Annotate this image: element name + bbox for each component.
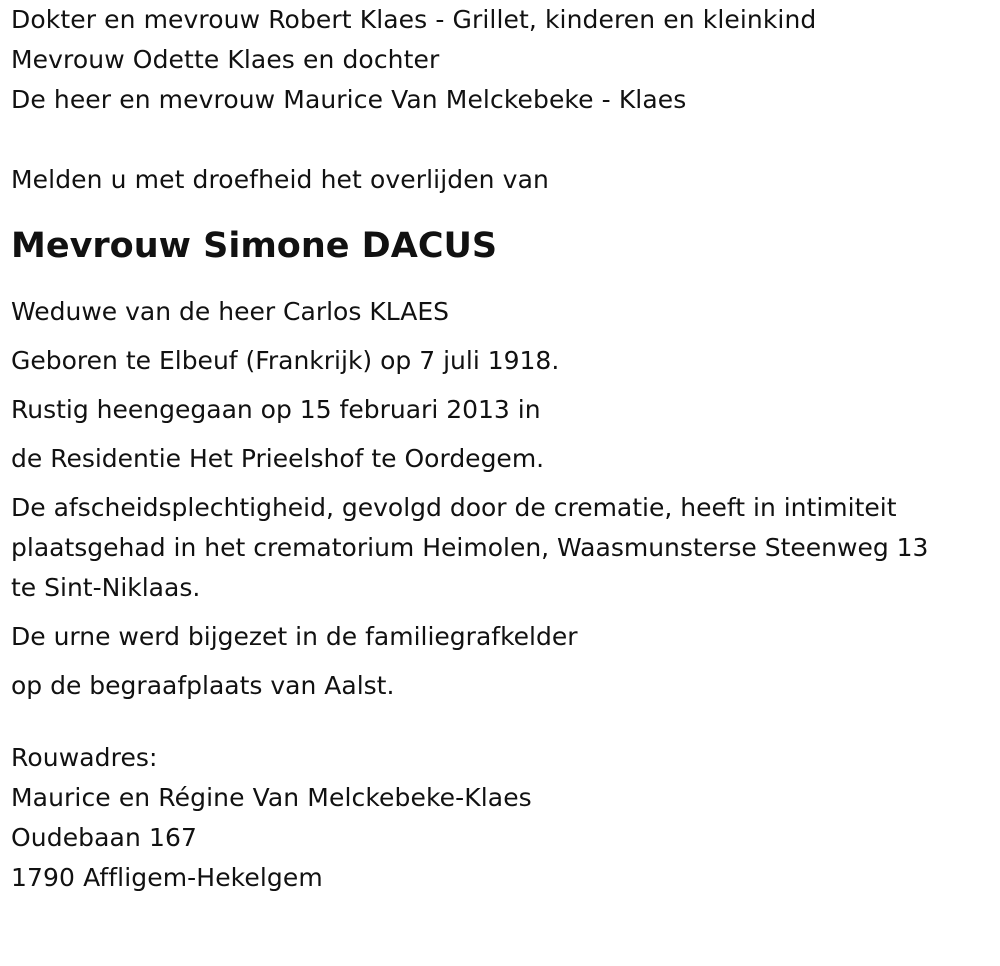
announcer-line: Dokter en mevrouw Robert Klaes - Grillet, kinderen en kleinkind — [11, 5, 817, 34]
spacer — [11, 120, 996, 160]
announcers-block — [11, 0, 996, 120]
passed-line-2: de Residentie Het Prieelshof te Oordegem. — [11, 444, 545, 473]
deceased-name: Mevrouw Simone DACUS — [11, 226, 498, 266]
ceremony-paragraph: De afscheidsplechtigheid, gevolgd door de crematie, heeft in intimiteit plaatsgehad in het crematorium Heimolen, Waasmunsterse Steenweg 13 te Sint-Niklaas. — [11, 493, 929, 602]
obituary-notice — [11, 0, 996, 898]
urn-line-1: De urne werd bijgezet in de familiegrafkelder — [11, 622, 578, 651]
announcer-line: De heer en mevrouw Maurice Van Melckebeke - Klaes — [11, 85, 687, 114]
announcement-text: Melden u met droefheid het overlijden van — [11, 165, 549, 194]
widow-line: Weduwe van de heer Carlos KLAES — [11, 297, 449, 326]
urn-line-2: op de begraafplaats van Aalst. — [11, 671, 395, 700]
birth-line: Geboren te Elbeuf (Frankrijk) op 7 juli 1918. — [11, 346, 560, 375]
passed-line-1: Rustig heengegaan op 15 februari 2013 in — [11, 395, 541, 424]
address-city: 1790 Affligem-Hekelgem — [11, 863, 323, 892]
address-street: Oudebaan 167 — [11, 823, 197, 852]
mourning-address — [11, 738, 996, 898]
address-label: Rouwadres: — [11, 743, 158, 772]
address-name: Maurice en Régine Van Melckebeke-Klaes — [11, 783, 532, 812]
details-block — [11, 292, 996, 706]
announcer-line: Mevrouw Odette Klaes en dochter — [11, 45, 440, 74]
